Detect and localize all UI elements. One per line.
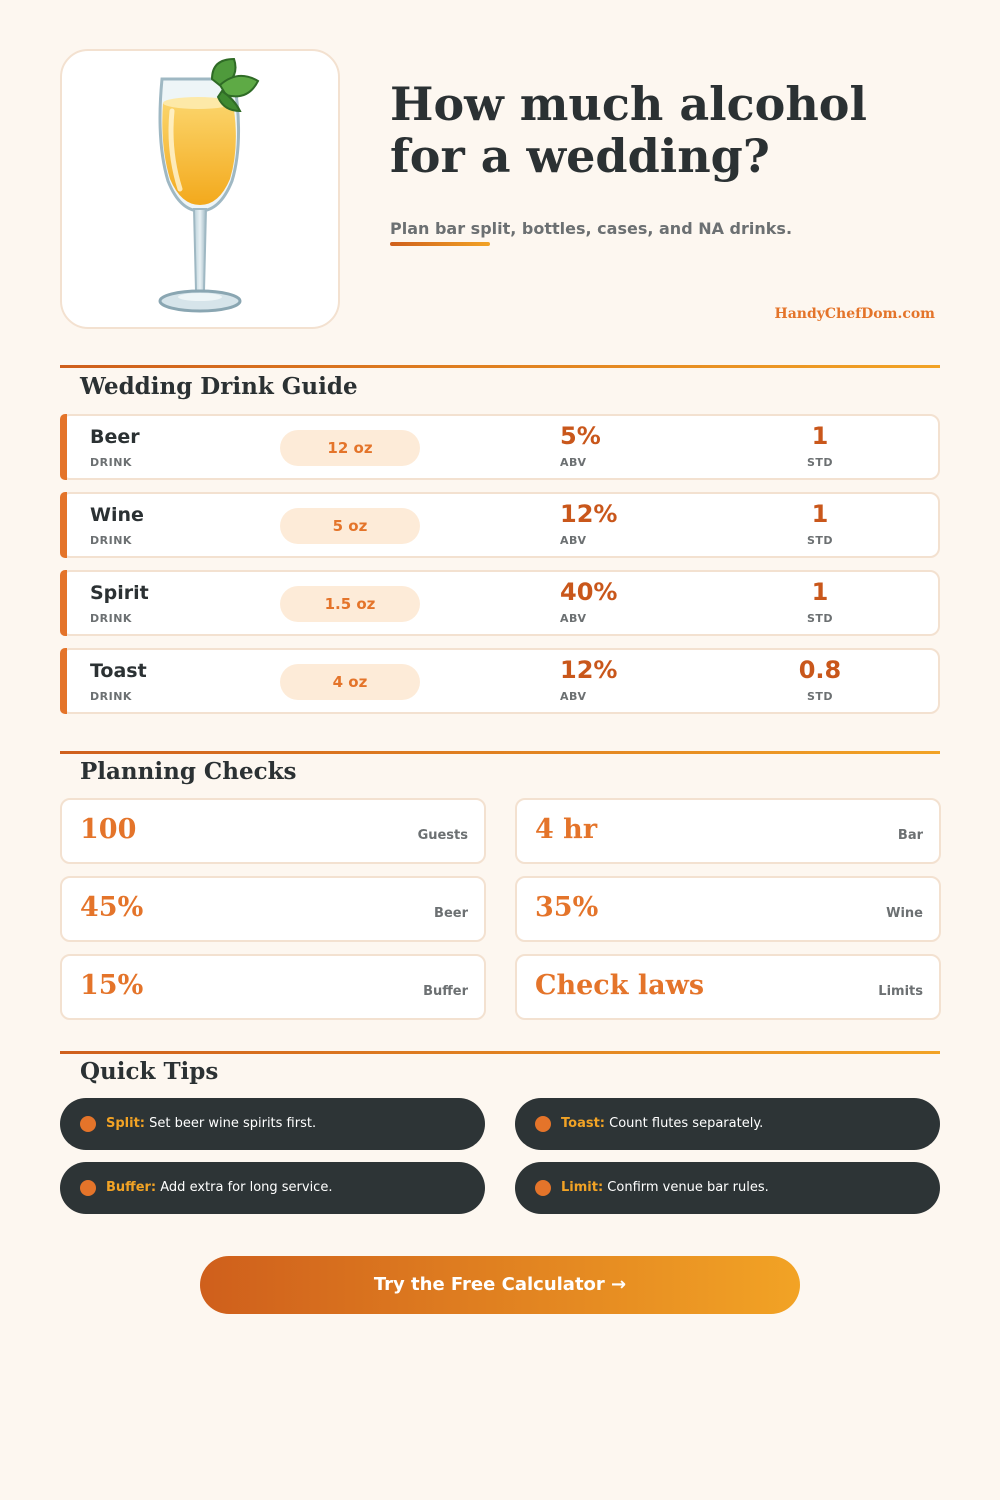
drink-caption: DRINK <box>90 612 132 625</box>
check-label: Buffer <box>423 984 468 999</box>
check-value: 4 hr <box>535 814 598 845</box>
check-label: Beer <box>434 906 468 921</box>
check-value: Check laws <box>535 970 705 1001</box>
check-label: Bar <box>897 828 923 843</box>
abv-caption: ABV <box>560 456 587 469</box>
std-value: 0.8 <box>798 656 842 684</box>
check-label: Guests <box>417 828 468 843</box>
tip-body: Count flutes separately. <box>609 1116 764 1131</box>
std-caption: STD <box>806 690 834 703</box>
tip-text <box>106 1116 316 1131</box>
bullet-dot-icon <box>80 1116 96 1132</box>
check-value: 35% <box>535 892 599 923</box>
section-divider <box>60 751 940 754</box>
tip-key: Split: <box>106 1116 145 1131</box>
tip-buffer <box>60 1162 485 1214</box>
std-caption: STD <box>806 456 834 469</box>
drink-name: Wine <box>90 504 144 526</box>
std-value: 1 <box>811 578 829 606</box>
check-card-limits <box>515 954 941 1020</box>
page-title <box>390 78 950 182</box>
tip-text <box>561 1180 769 1195</box>
drink-row-beer <box>60 414 940 480</box>
row-accent-bar <box>60 492 67 558</box>
serving-size-pill: 1.5 oz <box>280 586 420 622</box>
page-subtitle: Plan bar split, bottles, cases, and NA drinks. <box>390 219 793 238</box>
check-label: Wine <box>886 906 923 921</box>
serving-size-pill: 12 oz <box>280 430 420 466</box>
abv-value: 40% <box>560 578 618 606</box>
serving-size-pill: 4 oz <box>280 664 420 700</box>
abv-value: 5% <box>560 422 601 450</box>
subtitle-underline <box>390 242 490 246</box>
bullet-dot-icon <box>80 1180 96 1196</box>
std-caption: STD <box>806 534 834 547</box>
drink-name: Spirit <box>90 582 149 604</box>
check-label: Limits <box>878 984 923 999</box>
tip-key: Toast: <box>561 1116 605 1131</box>
drink-caption: DRINK <box>90 690 132 703</box>
std-value: 1 <box>811 422 829 450</box>
drink-row-wine <box>60 492 940 558</box>
abv-value: 12% <box>560 656 618 684</box>
std-value: 1 <box>811 500 829 528</box>
tip-key: Buffer: <box>106 1180 157 1195</box>
try-calculator-button[interactable]: Try the Free Calculator → <box>200 1256 800 1314</box>
tip-key: Limit: <box>561 1180 604 1195</box>
tip-body: Set beer wine spirits first. <box>149 1116 317 1131</box>
tip-body: Add extra for long service. <box>160 1180 333 1195</box>
row-accent-bar <box>60 648 67 714</box>
check-card-buffer <box>60 954 486 1020</box>
tip-limit <box>515 1162 940 1214</box>
tip-body: Confirm venue bar rules. <box>607 1180 769 1195</box>
brand-name: HandyChefDom.com <box>774 306 935 322</box>
section-divider <box>60 365 940 368</box>
quick-tips-title: Quick Tips <box>80 1058 219 1085</box>
abv-value: 12% <box>560 500 618 528</box>
check-card-beer <box>60 876 486 942</box>
check-card-wine <box>515 876 941 942</box>
row-accent-bar <box>60 570 67 636</box>
tip-text <box>561 1116 763 1131</box>
check-value: 45% <box>80 892 144 923</box>
serving-size-pill: 5 oz <box>280 508 420 544</box>
abv-caption: ABV <box>560 612 587 625</box>
planning-checks-title: Planning Checks <box>80 758 297 785</box>
drink-caption: DRINK <box>90 456 132 469</box>
drink-row-spirit <box>60 570 940 636</box>
tip-text <box>106 1180 332 1195</box>
drink-name: Toast <box>90 660 147 682</box>
std-caption: STD <box>806 612 834 625</box>
tip-toast <box>515 1098 940 1150</box>
check-card-guests <box>60 798 486 864</box>
drink-guide-title: Wedding Drink Guide <box>80 373 358 400</box>
bullet-dot-icon <box>535 1116 551 1132</box>
drink-name: Beer <box>90 426 140 448</box>
check-value: 15% <box>80 970 144 1001</box>
abv-caption: ABV <box>560 690 587 703</box>
section-divider <box>60 1051 940 1054</box>
row-accent-bar <box>60 414 67 480</box>
check-card-bar <box>515 798 941 864</box>
champagne-flute-with-mint-icon <box>62 51 338 327</box>
tip-split <box>60 1098 485 1150</box>
hero-image-card <box>60 49 340 329</box>
drink-row-toast <box>60 648 940 714</box>
drink-caption: DRINK <box>90 534 132 547</box>
check-value: 100 <box>80 814 137 845</box>
page-title-line-1: How much alcohol <box>390 77 867 131</box>
abv-caption: ABV <box>560 534 587 547</box>
bullet-dot-icon <box>535 1180 551 1196</box>
page-title-line-2: for a wedding? <box>390 129 770 183</box>
